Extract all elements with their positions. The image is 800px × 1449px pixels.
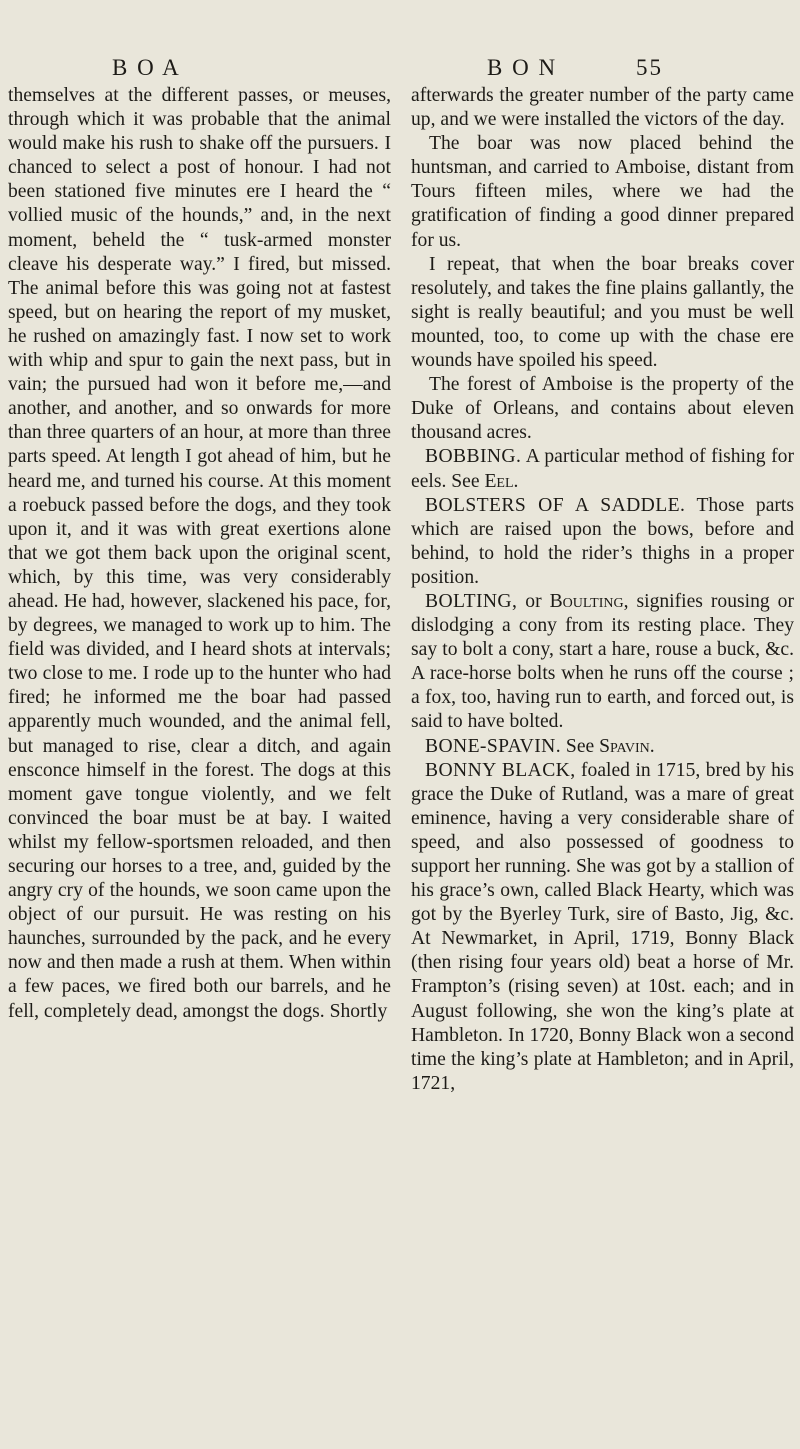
cross-reference: Eel. [484,470,519,492]
dictionary-entry-bone-spavin [411,735,794,759]
running-head-right: B O N [487,55,558,80]
entry-headword: BOLTING, [425,590,518,612]
entry-text: A particular method of fishing for eels. See [411,446,794,492]
entry-headword: BOLSTERS OF A SADDLE. [425,494,686,516]
entry-headword: BONE-SPAVIN. [425,735,562,757]
running-head-left: B O A [112,55,181,80]
page-number: 55 [636,55,663,80]
dictionary-entry-bonny-black [411,759,794,1096]
paragraph: themselves at the different passes, or meuses, through which it was probable that the animal would make his rush to shake off the pursuers. I chanced to select a post of honour. I had not been stationed five minutes ere I heard the “ vollied music of the hounds,” and, in the next moment, beheld the “ tusk-armed monster cleave his desperate way.” I fired, but missed. The animal before this was going not at fastest speed, but on hearing the report of my musket, he rushed on amazingly fast. I now set to work with whip and spur to gain the next pass, but in vain; the pursued had won it before me,—and another, and another, and so onwards for more than three quarters of an hour, at more than three parts speed. At length I got ahead of him, but he heard me, and turned his course. At this moment a roebuck passed before the dogs, and they took upon it, and it was with great exertions alone that we got them back upon the original scent, which, by this time, was very considerably ahead. He had, however, slackened his pace, for, by degrees, we managed to work up to him. The field was divided, and I heard shots at intervals; two close to me. I rode up to the hunter who had fired; he informed me the boar had passed apparently much wounded, and the animal fell, but managed to rise, clear a ditch, and again ensconce himself in the forest. The dogs at this moment gave tongue violently, and we felt convinced the boar must be at bay. I waited whilst my fellow-sportsmen reloaded, and then securing our horses to a tree, and, guided by the angry cry of the hounds, we soon came upon the object of our pursuit. He was resting on his haunches, surrounded by the pack, and he every now and then made a rush at them. When within a few paces, we fired both our barrels, and he fell, completely dead, amongst the dogs. Shortly [8,85,391,1022]
paragraph: The boar was now placed behind the huntsman, and carried to Amboise, distant from Tours fifteen miles, where we had the gratification of finding a good dinner prepared for us. [411,133,794,251]
right-column [411,84,794,1096]
paragraph: afterwards the greater number of the party came up, and we were installed the victors of the day. [411,85,794,131]
entry-variant: Boulting, [549,590,629,612]
entry-text: foaled in 1715, bred by his grace the Duke of Rutland, was a mare of great eminence, having a very considerable share of speed, and also possessed of goodness to support her running. She was got by a stallion of his grace’s own, called Black Hearty, which was got by the Byerley Turk, sire of Basto, Jig, &c. At Newmarket, in April, 1719, Bonny Black (then rising four years old) beat a horse of Mr. Frampton’s (rising seven) at 10st. each; and in August following, she won the king’s plate at Hambleton. In 1720, Bonny Black won a second time the king’s plate at Hambleton; and in April, 1721, [411,759,794,1094]
dictionary-entry-bolting [411,590,794,735]
dictionary-entry-bolsters [411,494,794,590]
entry-text: See [565,735,600,757]
entry-text: Those parts which are raised upon the bows, before and behind, to hold the rider’s thighs in a proper position. [411,494,794,588]
dictionary-entry-bobbing [411,445,794,493]
entry-headword: BOBBING. [425,446,522,468]
entry-connector: or [517,590,550,612]
entry-text: signifies rousing or dislodging a cony from its resting place. They say to bolt a cony, start a hare, rouse a buck, &c. A race-horse bolts when he runs off the course ; a fox, too, having run to earth, and forced out, is said to have bolted. [411,590,794,733]
cross-reference: Spavin. [599,735,655,757]
entry-headword: BONNY BLACK, [425,759,576,781]
paragraph: The forest of Amboise is the property of the Duke of Orleans, and contains about eleven thousand acres. [411,374,794,444]
left-column [8,84,391,1024]
paragraph: I repeat, that when the boar breaks cover resolutely, and takes the fine plains gallantly, the sight is really beautiful; and you must be well mounted, too, to come up with the chase ere wounds have spoiled his speed. [411,253,794,372]
